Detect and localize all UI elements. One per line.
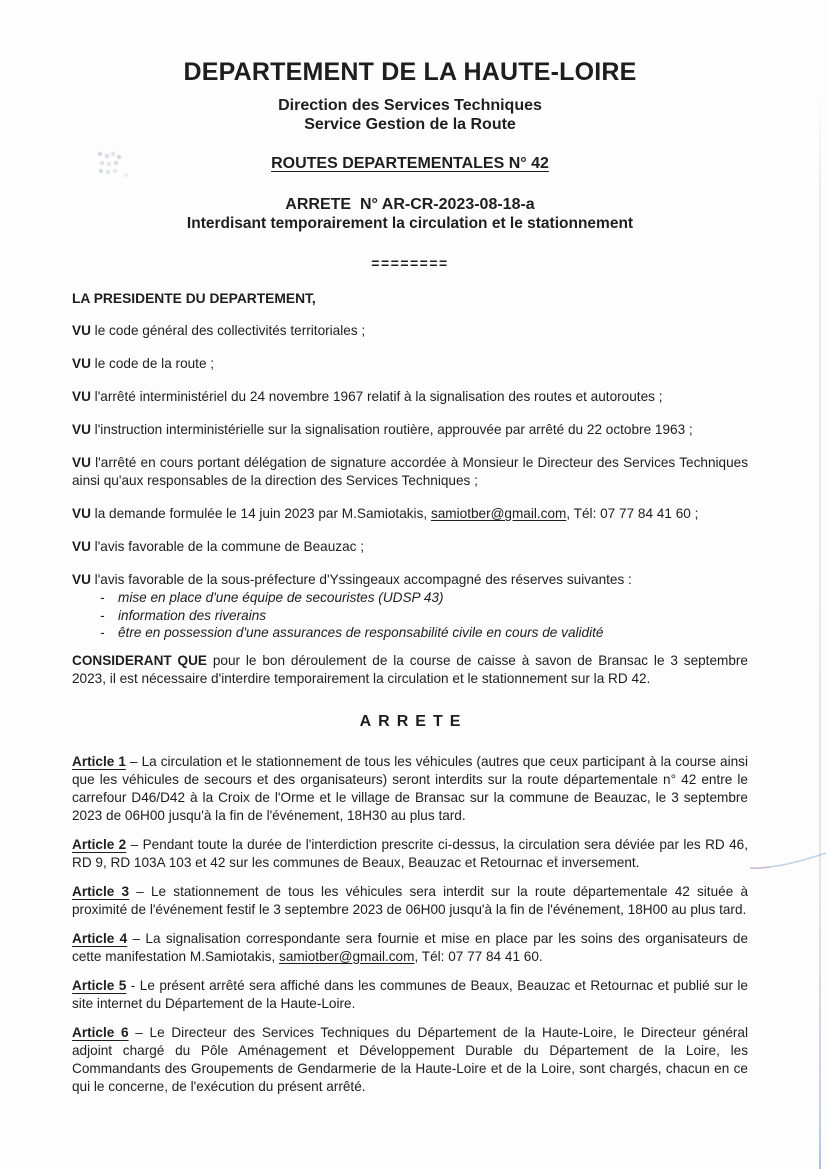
articles-section: [72, 753, 748, 1096]
considerant-paragraph: CONSIDERANT QUE pour le bon déroulement de la course de caisse à savon de Bransac le 3 septembre 2023, il est nécessaire d'interdire temporairement la circulation et le stationnement sur la RD 42.: [72, 652, 748, 686]
article-2: Article 2 – Pendant toute la durée de l'interdiction prescrite ci-dessus, la circulation sera déviée par les RD 46, RD 9, RD 103A 103 et 42 sur les communes de Beaux, Beauzac et Retournac et inversement.: [72, 836, 748, 870]
reserve-item: - mise en place d'une équipe de secouristes (UDSP 43): [100, 590, 444, 605]
reserve-item: - information des riverains: [100, 607, 267, 623]
arrete-heading: ARRETE: [359, 712, 468, 730]
article-5: Article 5 - Le présent arrêté sera affiché dans les communes de Beaux, Beauzac et Retournac et publié sur le site internet du Département de la Haute-Loire.: [72, 977, 748, 1011]
document-header: [72, 58, 748, 272]
vu-item-demande: VU la demande formulée le 14 juin 2023 par M.Samiotakis, samiotber@gmail.com, Tél: 07 77 84 41 60 ;: [72, 506, 699, 521]
issuer-line: LA PRESIDENTE DU DEPARTEMENT,: [72, 291, 316, 306]
scan-edge-line-artifact: [819, 88, 821, 1169]
document-content: [72, 0, 748, 1107]
separator-line: ========: [371, 255, 449, 271]
email-address: samiotber@gmail.com: [430, 506, 567, 521]
arrete-subject: Interdisant temporairement la circulation et le stationnement: [186, 215, 634, 232]
article-3: Article 3 – Le stationnement de tous les véhicules sera interdit sur la route départementale 42 située à proximité de l'événement festif le 3 septembre 2023 de 06H00 jusqu'à la fin de l'événement, 18H00 au plus tard.: [72, 883, 749, 917]
vu-item-reserves-intro: VU l'avis favorable de la sous-préfecture d'Yssingeaux accompagné des réserves suivantes :: [72, 572, 632, 587]
vu-item: VU l'avis favorable de la commune de Beauzac ;: [72, 539, 365, 554]
vu-list: [72, 322, 748, 642]
vu-item: VU l'instruction interministérielle sur la signalisation routière, approuvée par arrêté du 22 octobre 1963 ;: [72, 422, 693, 437]
reserve-item: - être en possession d'une assurances de responsabilité civile en cours de validité: [100, 625, 604, 640]
article-4: Article 4 – La signalisation correspondante sera fournie et mise en place par les soins des organisateurs de cette manifestation M.Samiotakis, samiotber@gmail.com, Tél: 07 77 84 41 60.: [72, 930, 749, 964]
vu-item: VU l'arrêté en cours portant délégation de signature accordée à Monsieur le Directeur des Services Techniques ainsi qu'aux responsables de la direction des Services Techniques ;: [72, 455, 748, 488]
vu-item: VU le code de la route ;: [72, 356, 215, 371]
vu-item: VU le code général des collectivités territoriales ;: [72, 323, 366, 338]
article-1: Article 1 – La circulation et le stationnement de tous les véhicules (autres que ceux participant à la course ainsi que les véhicules de secours et des organisateurs) seront interdits sur la route départementale n° 42 entre le carrefour D46/D42 à la Croix de l'Orme et le village de Bransac sur la commune de Beauzac, le 3 septembre 2023 de 06H00 jusqu'à la fin de l'événement, 18H30 au plus tard.: [72, 753, 749, 823]
vu-item: VU l'arrêté interministériel du 24 novembre 1967 relatif à la signalisation des routes et autoroutes ;: [72, 389, 663, 404]
reserves-list: [72, 589, 748, 642]
routes-departementales-heading: ROUTES DEPARTEMENTALES N° 42: [271, 155, 549, 172]
department-title: DEPARTEMENT DE LA HAUTE-LOIRE: [183, 58, 637, 86]
scan-line-artifact: [748, 850, 826, 872]
direction-subtitle: Direction des Services Techniques: [278, 97, 542, 114]
email-address: samiotber@gmail.com: [279, 948, 415, 964]
arrete-number: ARRETE N° AR-CR-2023-08-18-a: [285, 196, 535, 213]
service-subtitle: Service Gestion de la Route: [304, 116, 516, 133]
article-6: Article 6 – Le Directeur des Services Techniques du Département de la Haute-Loire, le Directeur général adjoint chargé du Pôle Aménagement et Développement Durable du Département de la Loire, les Commandants des Groupements de Gendarmerie de la Haute-Loire et de la Loire, sont chargés, chacun en ce qui le concerne, de l'exécution du présent arrêté.: [72, 1024, 749, 1094]
